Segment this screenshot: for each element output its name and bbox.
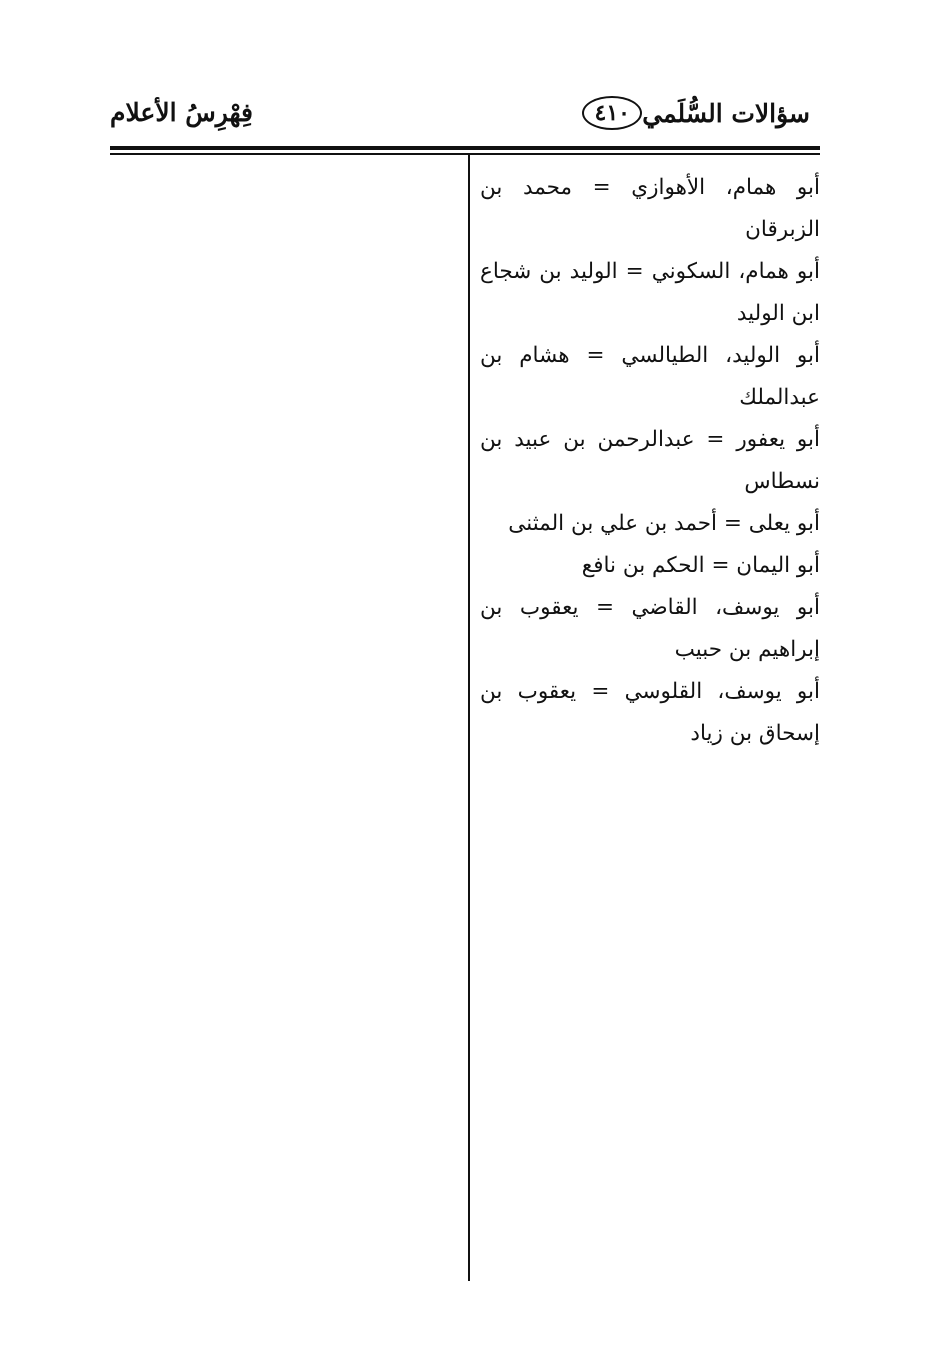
entry-line: أبو يعلى = أحمد بن علي بن المثنى [508, 511, 820, 536]
index-column-left-empty [110, 167, 460, 1267]
entry-continuation: إسحاق بن زياد [690, 721, 820, 746]
entry-line: أبو يعفور = عبدالرحمن بن عبيد بن [480, 427, 820, 452]
index-entry [480, 419, 820, 503]
index-entry [480, 251, 820, 335]
index-entry [480, 335, 820, 419]
column-divider [468, 155, 470, 1281]
entry-line: أبو همام، السكوني = الوليد بن شجاع [480, 259, 820, 284]
entry-line: أبو اليمان = الحكم بن نافع [581, 553, 820, 578]
entry-line: أبو الوليد، الطيالسي = هشام بن [480, 343, 820, 368]
entry-continuation: نسطاس [744, 469, 820, 494]
page-header [110, 96, 820, 142]
header-right-group [582, 96, 820, 130]
index-entry [480, 671, 820, 755]
index-entry [480, 545, 820, 587]
page-number-badge [582, 96, 642, 130]
page-number: ٤١٠ [594, 100, 630, 126]
header-rule-thin [110, 153, 820, 155]
index-entry [480, 167, 820, 251]
entry-continuation: إبراهيم بن حبيب [674, 637, 820, 662]
index-column-right [480, 167, 820, 755]
entry-continuation: الزبرقان [745, 217, 820, 242]
entry-continuation: عبدالملك [739, 385, 820, 410]
index-entry [480, 587, 820, 671]
index-entry [480, 503, 820, 545]
section-title: فِهْرِسُ الأعلام [110, 98, 254, 127]
entry-continuation: ابن الوليد [736, 301, 820, 326]
entry-line: أبو يوسف، القاضي = يعقوب بن [480, 595, 820, 620]
entry-line: أبو همام، الأهوازي = محمد بن [480, 175, 820, 200]
book-title: سؤالات السُّلَمي [642, 98, 810, 128]
entry-line: أبو يوسف، القلوسي = يعقوب بن [480, 679, 820, 704]
header-rule-thick [110, 146, 820, 150]
